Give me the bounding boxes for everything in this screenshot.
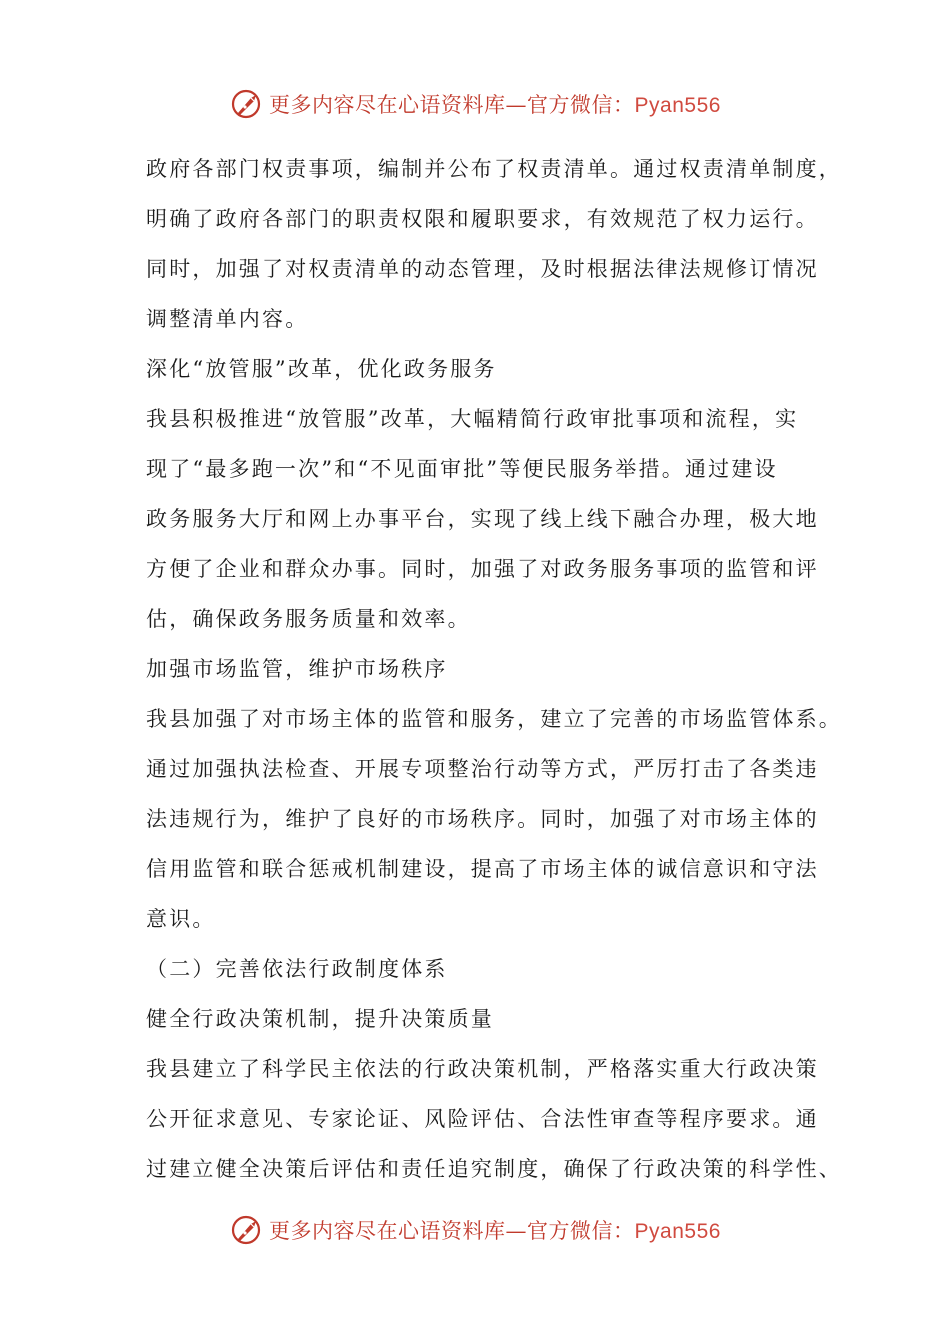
text-line: 法违规行为，维护了良好的市场秩序。同时，加强了对市场主体的 <box>146 807 819 831</box>
text-line: 政务服务大厅和网上办事平台，实现了线上线下融合办理，极大地 <box>146 507 819 531</box>
pen-nib-logo-icon <box>229 1212 265 1248</box>
text-line: 我县建立了科学民主依法的行政决策机制，严格落实重大行政决策 <box>146 1057 819 1081</box>
header-brand: 更多内容尽在心语资料库 <box>269 93 506 117</box>
text-line: 明确了政府各部门的职责权限和履职要求，有效规范了权力运行。 <box>146 207 819 231</box>
footer-brand: 更多内容尽在心语资料库 <box>269 1219 506 1243</box>
text-line: 健全行政决策机制，提升决策质量 <box>146 1007 494 1031</box>
header-wechat-id: Pyan556 <box>634 94 721 117</box>
text-line: 政府各部门权责事项，编制并公布了权责清单。通过权责清单制度， <box>146 157 842 181</box>
text-line: （二）完善依法行政制度体系 <box>146 957 448 981</box>
footer-wechat-id: Pyan556 <box>634 1220 721 1243</box>
document-body <box>146 151 842 1201</box>
text-line: 现了“最多跑一次”和“不见面审批”等便民服务举措。通过建设 <box>146 457 778 481</box>
text-line: 过建立健全决策后评估和责任追究制度，确保了行政决策的科学性、 <box>146 1157 842 1181</box>
text-line: 信用监管和联合惩戒机制建设，提高了市场主体的诚信意识和守法 <box>146 857 819 881</box>
text-line: 通过加强执法检查、开展专项整治行动等方式，严厉打击了各类违 <box>146 757 819 781</box>
header-banner-text <box>269 89 721 119</box>
text-line: 加强市场监管，维护市场秩序 <box>146 657 448 681</box>
footer-banner-text <box>269 1215 721 1245</box>
header-dash: — <box>505 93 528 117</box>
text-line: 深化“放管服”改革，优化政务服务 <box>146 357 497 381</box>
text-line: 估，确保政务服务质量和效率。 <box>146 607 471 631</box>
text-line: 意识。 <box>146 907 216 931</box>
header-banner <box>0 84 950 124</box>
pen-nib-logo-icon <box>229 86 265 122</box>
footer-wechat-label: 官方微信： <box>527 1219 635 1243</box>
text-line: 方便了企业和群众办事。同时，加强了对政务服务事项的监管和评 <box>146 557 819 581</box>
text-line: 同时，加强了对权责清单的动态管理，及时根据法律法规修订情况 <box>146 257 819 281</box>
footer-dash: — <box>505 1219 528 1243</box>
text-line: 调整清单内容。 <box>146 307 309 331</box>
footer-banner <box>0 1210 950 1250</box>
header-wechat-label: 官方微信： <box>527 93 635 117</box>
text-line: 我县积极推进“放管服”改革，大幅精简行政审批事项和流程，实 <box>146 407 799 431</box>
text-line: 我县加强了对市场主体的监管和服务，建立了完善的市场监管体系。 <box>146 707 842 731</box>
text-line: 公开征求意见、专家论证、风险评估、合法性审查等程序要求。通 <box>146 1107 819 1131</box>
